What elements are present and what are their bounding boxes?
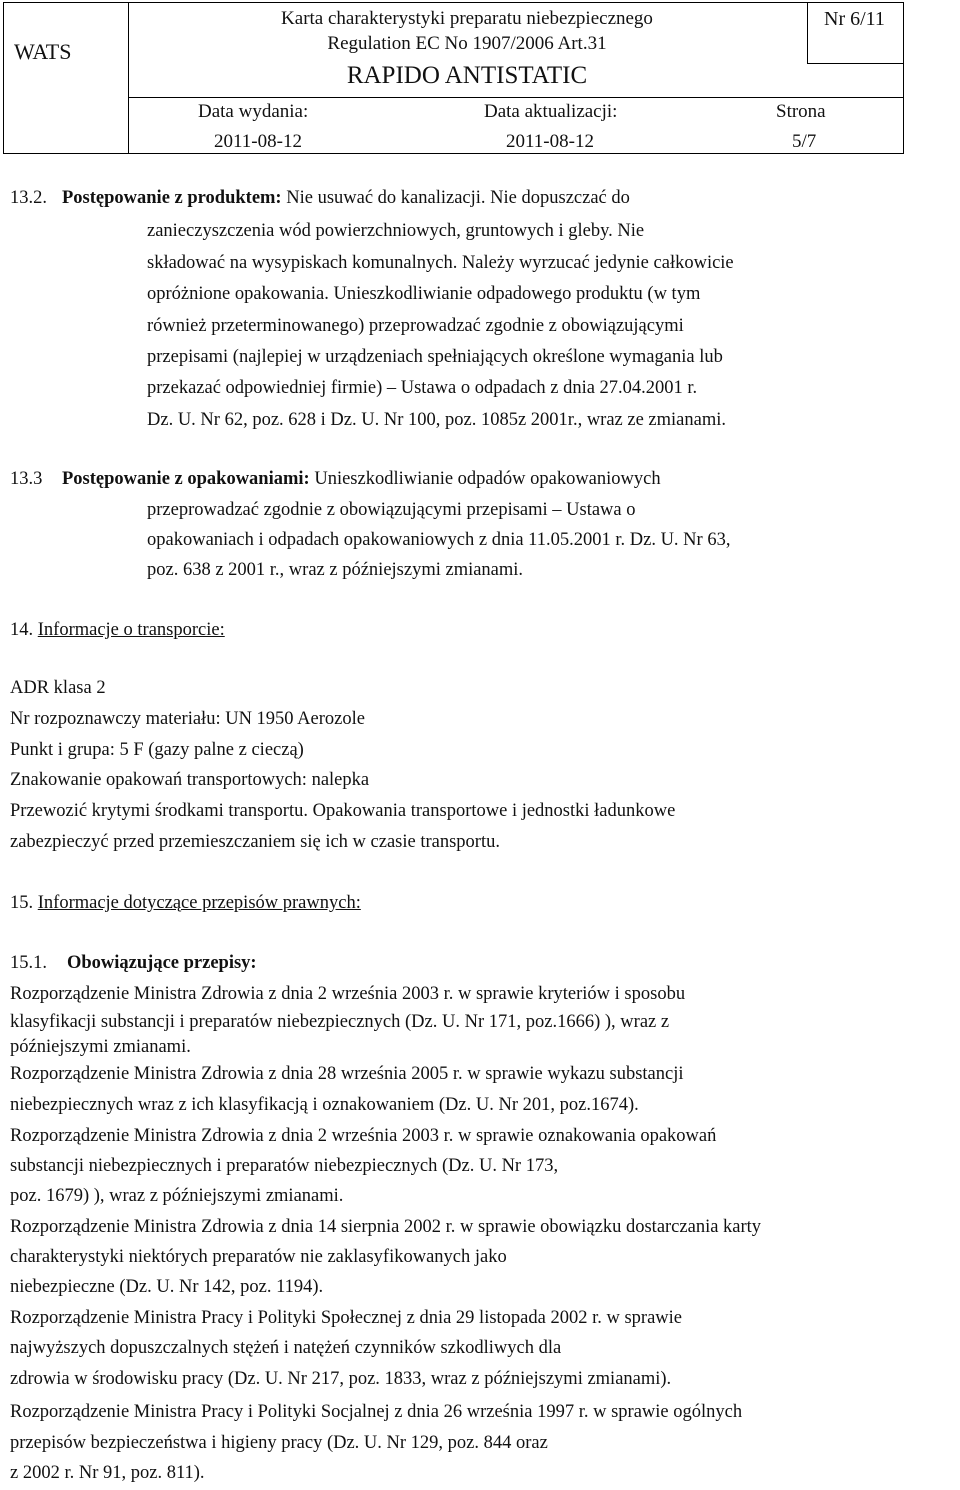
section-13-2-first-line xyxy=(10,188,630,209)
paragraph-line: klasyfikacji substancji i preparatów niebezpiecznych (Dz. U. Nr 171, poz.1666) ), wraz z xyxy=(10,1012,670,1032)
paragraph-line: Nie usuwać do kanalizacji. Nie dopuszczać do xyxy=(281,188,630,208)
section-title: Obowiązujące przepisy: xyxy=(67,953,257,973)
paragraph-line: również przeterminowanego) przeprowadzać zgodnie z obowiązującymi xyxy=(147,316,684,336)
section-title: Informacje o transporcie: xyxy=(37,620,225,640)
paragraph-line: przepisów bezpieczeństwa i higieny pracy (Dz. U. Nr 129, poz. 844 oraz xyxy=(10,1433,548,1453)
section-number: 13.2. xyxy=(10,188,47,208)
section-title: Postępowanie z opakowaniami: xyxy=(62,469,310,489)
section-number: 14. xyxy=(10,620,34,640)
paragraph-line: charakterystyki niektórych preparatów nie zaklasyfikowanych jako xyxy=(10,1247,507,1267)
paragraph-line: Unieszkodliwianie odpadów opakowaniowych xyxy=(309,469,661,489)
paragraph-line: zabezpieczyć przed przemieszczaniem się ich w czasie transportu. xyxy=(10,832,500,852)
issue-date-label: Data wydania: xyxy=(198,101,309,122)
paragraph-line: zanieczyszczenia wód powierzchniowych, gruntowych i gleby. Nie xyxy=(147,221,645,241)
section-number: 15. xyxy=(10,893,34,913)
company-name: WATS xyxy=(14,39,72,64)
document-header xyxy=(3,2,904,154)
paragraph-line: Punkt i grupa: 5 F (gazy palne z cieczą) xyxy=(10,740,304,760)
paragraph-line: Dz. U. Nr 62, poz. 628 i Dz. U. Nr 100, poz. 1085z 2001r., wraz ze zmianami. xyxy=(147,410,727,430)
section-13-3-first-line xyxy=(10,469,661,490)
issue-date: 2011-08-12 xyxy=(214,131,302,152)
update-date-label: Data aktualizacji: xyxy=(484,101,618,122)
paragraph-line: późniejszymi zmianami. xyxy=(10,1037,191,1057)
paragraph-line: Rozporządzenie Ministra Zdrowia z dnia 2 września 2003 r. w sprawie oznakowania opakowań xyxy=(10,1126,717,1146)
paragraph-line: niebezpieczne (Dz. U. Nr 142, poz. 1194). xyxy=(10,1277,324,1297)
section-15-heading xyxy=(10,893,361,914)
product-name: RAPIDO ANTISTATIC xyxy=(346,62,588,89)
paragraph-line: zdrowia w środowisku pracy (Dz. U. Nr 217, poz. 1833, wraz z późniejszymi zmianami). xyxy=(10,1369,672,1389)
paragraph-line: opakowaniach i odpadach opakowaniowych z dnia 11.05.2001 r. Dz. U. Nr 63, xyxy=(147,530,731,550)
paragraph-line: przekazać odpowiedniej firmie) ‒ Ustawa o odpadach z dnia 27.04.2001 r. xyxy=(147,378,698,398)
paragraph-line: Znakowanie opakowań transportowych: nalepka xyxy=(10,770,370,790)
paragraph-line: Rozporządzenie Ministra Pracy i Polityki Społecznej z dnia 29 listopada 2002 r. w sprawie xyxy=(10,1308,683,1328)
paragraph-line: ADR klasa 2 xyxy=(10,678,106,698)
section-number: 13.3 xyxy=(10,469,43,489)
page-label: Strona xyxy=(776,101,826,122)
regulation: Regulation EC No 1907/2006 Art.31 xyxy=(327,33,607,54)
paragraph-line: Rozporządzenie Ministra Zdrowia z dnia 28 września 2005 r. w sprawie wykazu substancji xyxy=(10,1064,684,1084)
paragraph-line: opróżnione opakowania. Unieszkodliwianie odpadowego produktu (w tym xyxy=(147,284,701,304)
section-14-heading xyxy=(10,620,225,641)
section-title: Informacje dotyczące przepisów prawnych: xyxy=(37,893,361,913)
paragraph-line: substancji niebezpiecznych i preparatów niebezpiecznych (Dz. U. Nr 173, xyxy=(10,1156,559,1176)
paragraph-line: z 2002 r. Nr 91, poz. 811). xyxy=(10,1463,205,1483)
paragraph-line: składować na wysypiskach komunalnych. Należy wyrzucać jedynie całkowicie xyxy=(147,253,734,273)
paragraph-line: Przewozić krytymi środkami transportu. Opakowania transportowe i jednostki ładunkowe xyxy=(10,801,676,821)
paragraph-line: Rozporządzenie Ministra Zdrowia z dnia 2 września 2003 r. w sprawie kryteriów i sposobu xyxy=(10,984,686,1004)
section-number: 15.1. xyxy=(10,953,47,973)
update-date: 2011-08-12 xyxy=(506,131,594,152)
paragraph-line: Rozporządzenie Ministra Pracy i Polityki Socjalnej z dnia 26 września 1997 r. w sprawie ogólnych xyxy=(10,1402,743,1422)
page-value: 5/7 xyxy=(792,131,817,152)
section-15-1-heading xyxy=(10,953,257,974)
paragraph-line: niebezpiecznych wraz z ich klasyfikacją i oznakowaniem (Dz. U. Nr 201, poz.1674). xyxy=(10,1095,639,1115)
paragraph-line: poz. 1679) ), wraz z późniejszymi zmianami. xyxy=(10,1186,344,1206)
page-number: Nr 6/11 xyxy=(824,8,885,30)
paragraph-line: Nr rozpoznawczy materiału: UN 1950 Aerozole xyxy=(10,709,365,729)
paragraph-line: Rozporządzenie Ministra Zdrowia z dnia 14 sierpnia 2002 r. w sprawie obowiązku dostarczania karty xyxy=(10,1217,762,1237)
paragraph-line: przepisami (najlepiej w urządzeniach spełniających określone wymagania lub xyxy=(147,347,723,367)
header-divider xyxy=(128,97,903,98)
section-title: Postępowanie z produktem: xyxy=(62,188,282,208)
paragraph-line: najwyższych dopuszczalnych stężeń i natężeń czynników szkodliwych dla xyxy=(10,1338,562,1358)
paragraph-line: przeprowadzać zgodnie z obowiązującymi przepisami ‒ Ustawa o xyxy=(147,500,636,520)
document-title: Karta charakterystyki preparatu niebezpiecznego xyxy=(281,8,653,29)
paragraph-line: poz. 638 z 2001 r., wraz z późniejszymi zmianami. xyxy=(147,560,524,580)
